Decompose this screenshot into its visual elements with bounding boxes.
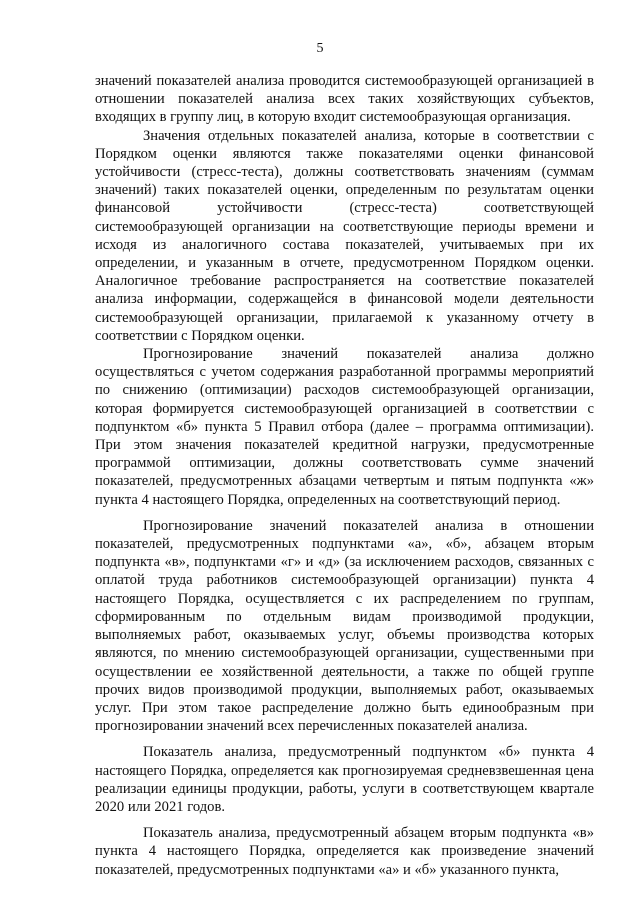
paragraph-grouping-forecast: Прогнозирование значений показателей анализа в отношении показателей, предусмотренных подпунктами «а», «б», абзацем вторым подпункта «в», подпунктами «г» и «д» (за исключением расходов, связанных с оплатой труда работников системообразующей организации) пункта 4 настоящего Порядка, осуществляется с их распределением по группам, сформированным по отдельным видам производимой продукции, выполняемых работ, оказываемых услуг, объемы производства которых являются, по мнению системообразующей организации, существенными при осуществлении ее хозяйственной деятельности, а также по общей группе прочих видов производимой продукции, выполняемых работ, оказываемых услуг. При этом такое распределение должно быть единообразным при прогнозировании значений всех перечисленных показателей анализа. [95,517,594,735]
paragraph-stress-test-consistency: Значения отдельных показателей анализа, которые в соответствии с Порядком оценки являются также показателями оценки финансовой устойчивости (стресс-теста), должны соответствовать значениям (суммам значений) таких показателей оценки, определенным по результатам оценки финансовой устойчивости (стресс-теста) соответствующей системообразующей организации на соответствующие периоды времени и исходя из аналогичного состава показателей, учитываемых при их определении, и указанным в отчете, предусмотренном Порядком оценки. Аналогичное требование распространяется на соответствие показателей анализа информации, содержащейся в финансовой модели деятельности системообразующей организации, прилагаемой к указанному отчету в соответствии с Порядком оценки. [95,127,594,344]
paragraph-optimization-program: Прогнозирование значений показателей анализа должно осуществляться с учетом содержания разработанной программы мероприятий по снижению (оптимизации) расходов системообразующей организации, которая формируется системообразующей организацией в соответствии с подпунктом «б» пункта 5 Правил отбора (далее – программа оптимизации). При этом значения показателей кредитной нагрузки, предусмотренные программой оптимизации, должны соответствовать сумме значений показателей, предусмотренных абзацами четвертым и пятым подпункта «ж» пункта 4 настоящего Порядка, определенных на соответствующий период. [95,346,594,508]
paragraph-continuation: значений показателей анализа проводится системообразующей организацией в отношении показателей анализа всех таких хозяйствующих субъектов, входящих в группу лиц, в которую входит системообразующая организация. [95,73,594,126]
document-body [95,72,594,879]
paragraph-average-price: Показатель анализа, предусмотренный подпунктом «б» пункта 4 настоящего Порядка, определяется как прогнозируемая средневзвешенная цена реализации единицы продукции, работы, услуги в соответствующем квартале 2020 или 2021 годов. [95,744,594,815]
page-number: 5 [316,41,324,56]
paragraph-product-of-values: Показатель анализа, предусмотренный абзацем вторым подпункта «в» пункта 4 настоящего Порядка, определяется как произведение значений показателей, предусмотренных подпунктами «а» и «б» указанного пункта, [95,825,594,878]
